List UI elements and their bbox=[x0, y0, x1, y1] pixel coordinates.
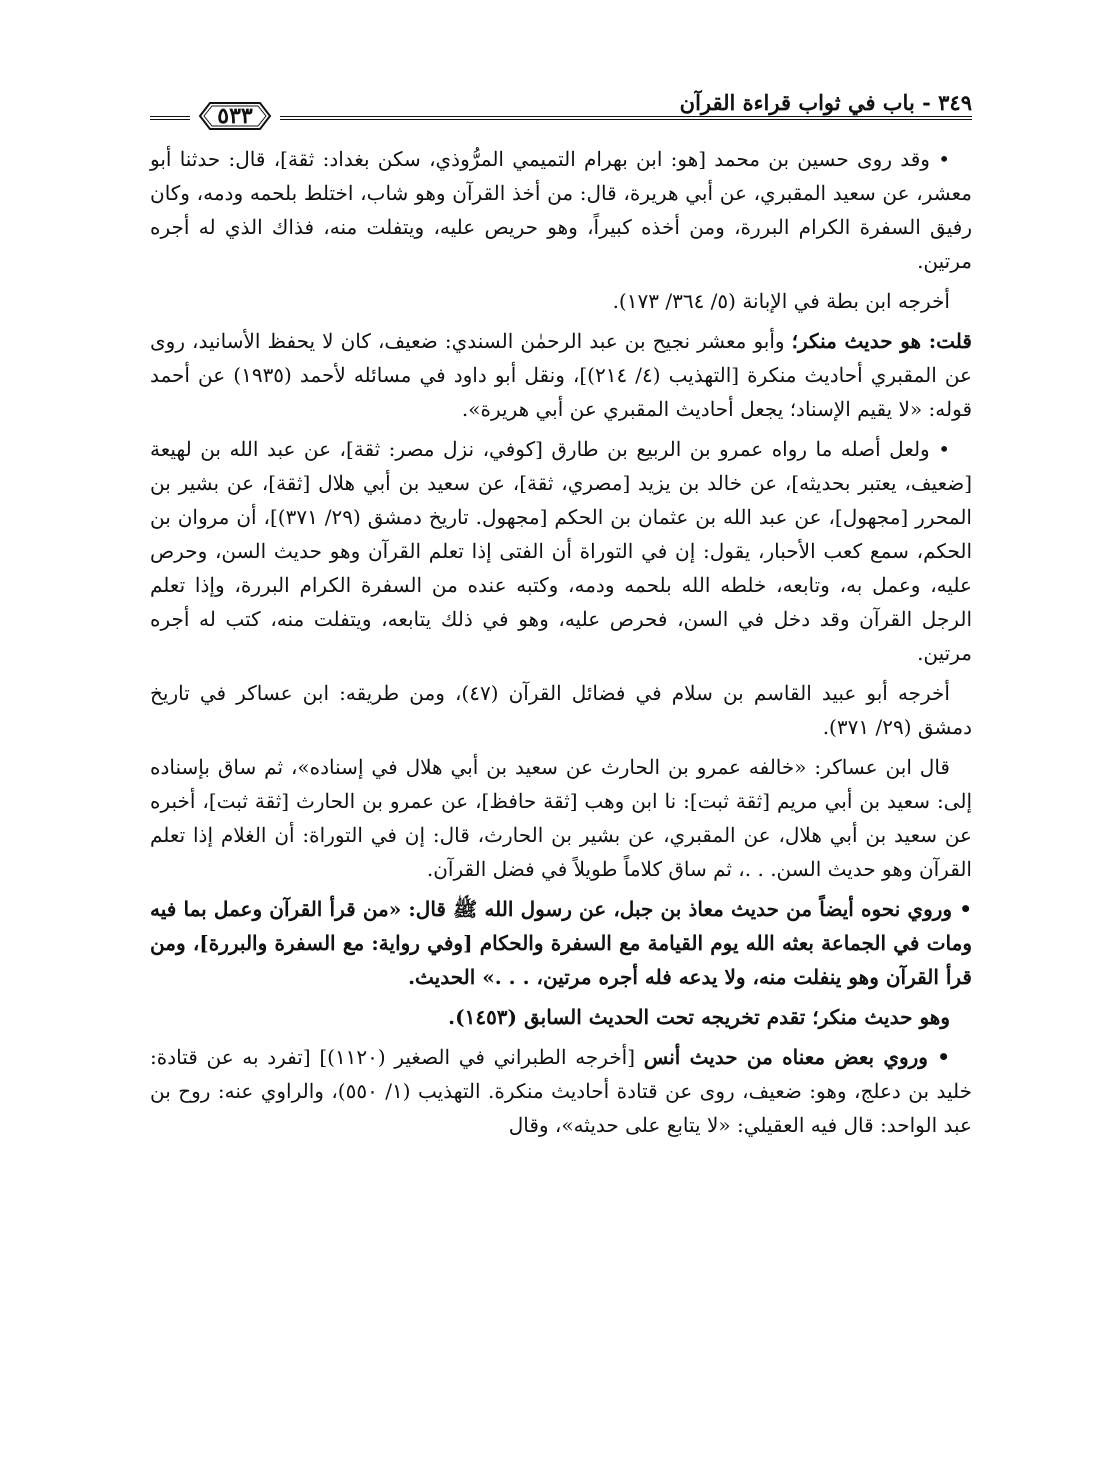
paragraph bbox=[150, 142, 972, 278]
running-header bbox=[150, 88, 972, 132]
paragraph-text: أخرجه ابن بطة في الإبانة (٥/ ٣٦٤/ ١٧٣). bbox=[612, 289, 950, 313]
paragraph-text: أخرجه أبو عبيد القاسم بن سلام في فضائل القرآن (٤٧)، ومن طريقه: ابن عساكر في تاريخ دمشق (٢٩/ ٣٧١). bbox=[150, 681, 972, 739]
header-double-rule bbox=[280, 116, 972, 120]
paragraph-text: قال ابن عساكر: «خالفه عمرو بن الحارث عن سعيد بن أبي هلال في إسناده»، ثم ساق بإسناده إلى: سعيد بن أبي مريم [ثقة ثبت]: نا ابن وهب [ثقة حافظ]، عن عمرو بن الحارث [ثقة ثبت]، أخبره عن سعيد بن أبي هلال، عن المقبري، عن بشير بن الحارث، قال: إن في التوراة: أن الغلام إذا تعلم القرآن وهو حديث السن. . .، ثم ساق كلاماً طويلاً في فضل القرآن. bbox=[150, 755, 972, 881]
paragraph-label: قلت: هو حديث منكر؛ bbox=[791, 329, 972, 353]
paragraph-text: وهو حديث منكر؛ تقدم تخريجه تحت الحديث السابق (١٤٥٣). bbox=[448, 1005, 950, 1029]
paragraph bbox=[150, 676, 972, 744]
document-page bbox=[150, 88, 972, 1148]
paragraph-label: • وروي بعض معناه من حديث أنس bbox=[643, 1045, 951, 1069]
header-double-rule-left bbox=[150, 116, 190, 120]
paragraph-text: • وقد روى حسين بن محمد [هو: ابن بهرام التميمي المرُّوذي، سكن بغداد: ثقة]، قال: حدثنا أبو معشر، عن سعيد المقبري، عن أبي هريرة، قال: من أخذ القرآن وهو شاب، اختلط بلحمه ودمه، وكان رفيق السفرة الكرام البررة، ومن أخذه كبيراً، وهو حريص عليه، ويتفلت منه، فذاك الذي له أجره مرتين. bbox=[150, 147, 972, 273]
paragraph bbox=[150, 324, 972, 426]
paragraph bbox=[150, 892, 972, 994]
paragraph-text: • وروي نحوه أيضاً من حديث معاذ بن جبل، عن رسول الله ﷺ قال: «من قرأ القرآن وعمل بما فيه ومات في الجماعة بعثه الله يوم القيامة مع السفرة والحكام [وفي رواية: مع السفرة والبررة]، ومن قرأ القرآن وهو ينفلت منه، ولا يدعه فله أجره مرتين، . . .» الحديث. bbox=[150, 897, 973, 989]
page-number: ٥٣٣ bbox=[217, 103, 253, 129]
paragraph bbox=[150, 750, 972, 886]
page-body bbox=[150, 142, 972, 1142]
page-number-badge bbox=[192, 100, 278, 132]
paragraph-text: [أخرجه الطبراني في الصغير (١١٢٠)] [تفرد به عن قتادة: خليد بن دعلج، وهو: ضعيف، روى عن قتادة أحاديث منكرة. التهذيب (١/ ٥٥٠)، والراوي عنه: روح بن عبد الواحد: قال فيه العقيلي: «لا يتابع على حديثه»، وقال bbox=[150, 1045, 972, 1137]
chapter-title: ٣٤٩ - باب في ثواب قراءة القرآن bbox=[679, 90, 972, 115]
paragraph bbox=[150, 1040, 972, 1142]
paragraph bbox=[150, 432, 972, 670]
paragraph-text: • ولعل أصله ما رواه عمرو بن الربيع بن طارق [كوفي، نزل مصر: ثقة]، عن عبد الله بن لهيعة [ضعيف، يعتبر بحديثه]، عن خالد بن يزيد [مصري، ثقة]، عن سعيد بن أبي هلال [ثقة]، عن بشير بن المحرر [مجهول]، عن عبد الله بن عثمان بن الحكم [مجهول. تاريخ دمشق (٢٩/ ٣٧١)]، أن مروان بن الحكم، سمع كعب الأحبار، يقول: إن في التوراة أن الفتى إذا تعلم القرآن وهو حديث السن، وحرص عليه، وعمل به، وتابعه، خلطه الله بلحمه ودمه، وكتبه عنده من السفرة الكرام البررة، وإذا تعلم الرجل القرآن وقد دخل في السن، فحرص عليه، وهو في ذلك يتابعه، ويتفلت منه، كتب له أجره مرتين. bbox=[150, 437, 972, 665]
paragraph bbox=[150, 284, 972, 318]
paragraph-text: وأبو معشر نجيح بن عبد الرحمٰن السندي: ضعيف، كان لا يحفظ الأسانيد، روى عن المقبري أحاديث منكرة [التهذيب (٤/ ٢١٤)]، ونقل أبو داود في مسائله لأحمد (١٩٣٥) عن أحمد قوله: «لا يقيم الإسناد؛ يجعل أحاديث المقبري عن أبي هريرة». bbox=[150, 329, 972, 421]
paragraph bbox=[150, 1000, 972, 1034]
